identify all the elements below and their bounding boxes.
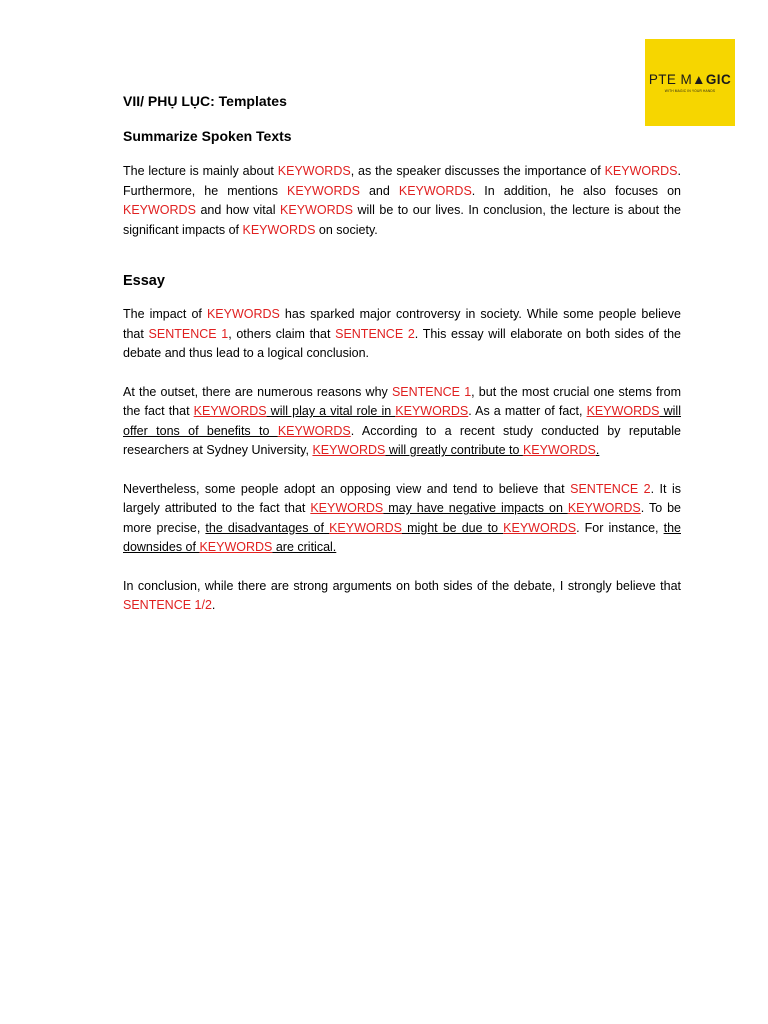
text-run: The lecture is mainly about: [123, 164, 278, 178]
underlined-phrase: may have negative impacts on: [383, 501, 568, 515]
underlined-phrase: will offer tons of benefits to: [123, 404, 681, 438]
keyword-placeholder: KEYWORDS: [242, 222, 316, 237]
logo-word-part1: PTE M: [648, 71, 693, 87]
underlined-phrase: might be due to: [402, 520, 504, 535]
keyword-placeholder: KEYWORDS: [277, 164, 351, 178]
text-run: .: [595, 443, 600, 457]
text-run: In conclusion, while there are strong arguments on both sides of the debate, I strongly believe that: [123, 578, 681, 593]
underlined-phrase: will play a vital role in: [266, 404, 396, 418]
keyword-placeholder: KEYWORDS: [329, 520, 402, 535]
text-run: has sparked major controversy in society. While some people believe that: [123, 307, 681, 341]
logo-tagline: WITH MAGIC IN YOUR HANDS: [664, 88, 716, 93]
summarize-template-paragraph: [123, 162, 681, 240]
text-run: At the outset, there are numerous reasons why: [123, 384, 392, 399]
sentence-placeholder: SENTENCE 2: [335, 326, 415, 341]
text-run: . Furthermore, he mentions: [123, 164, 681, 198]
keyword-placeholder: KEYWORDS: [286, 183, 360, 198]
keyword-placeholder: KEYWORDS: [280, 203, 353, 217]
underlined-phrase: are critical.: [272, 540, 337, 554]
sentence-placeholder: SENTENCE 2: [570, 481, 651, 496]
sentence-placeholder: SENTENCE 1: [148, 326, 229, 341]
keyword-placeholder: KEYWORDS: [310, 501, 384, 515]
keyword-placeholder: KEYWORDS: [503, 520, 577, 535]
keyword-placeholder: KEYWORDS: [567, 501, 641, 515]
keyword-placeholder: KEYWORDS: [123, 203, 196, 217]
logo-magic-a-icon: ▲: [692, 71, 706, 87]
text-run: on society.: [315, 222, 378, 237]
text-run: will be to our lives. In conclusion, the lecture is about the significant impacts of: [123, 203, 681, 237]
page-title: VII/ PHỤ LỤC: Templates: [123, 93, 287, 109]
section-heading-summarize: Summarize Spoken Texts: [123, 128, 292, 144]
text-run: . To be more precise,: [123, 501, 681, 535]
logo-wordmark: [649, 73, 731, 87]
keyword-placeholder: KEYWORDS: [586, 404, 660, 418]
text-run: .: [211, 598, 216, 612]
essay-conclusion-paragraph: [123, 577, 681, 616]
sentence-placeholder: SENTENCE 1/2: [123, 598, 212, 612]
essay-body2-paragraph: [123, 480, 681, 558]
keyword-placeholder: KEYWORDS: [199, 540, 273, 554]
text-run: . In addition, he also focuses on: [471, 183, 681, 198]
text-run: and: [359, 183, 399, 198]
text-run: . As a matter of fact,: [468, 404, 587, 418]
underlined-phrase: the downsides of: [123, 520, 681, 554]
text-run: . This essay will elaborate on both sides of the debate and thus lead to a logical conclusion.: [123, 326, 681, 360]
keyword-placeholder: KEYWORDS: [604, 164, 678, 178]
essay-intro-paragraph: [123, 305, 681, 364]
section-heading-essay: Essay: [123, 273, 165, 289]
essay-body1-paragraph: [123, 383, 681, 461]
text-run: The impact of: [123, 307, 207, 321]
keyword-placeholder: KEYWORDS: [277, 423, 351, 438]
text-run: , as the speaker discusses the importance of: [350, 164, 605, 178]
logo-word-part2: GIC: [705, 71, 732, 87]
text-run: , but the most crucial one stems from the fact that: [123, 384, 681, 418]
text-run: Nevertheless, some people adopt an opposing view and tend to believe that: [123, 481, 571, 496]
text-run: . According to a recent study conducted by reputable researchers at Sydney University,: [123, 423, 681, 457]
keyword-placeholder: KEYWORDS: [206, 307, 280, 321]
text-run: and how vital: [195, 203, 281, 217]
underlined-phrase: will greatly contribute to: [385, 443, 523, 457]
document-body: [123, 92, 681, 616]
underlined-phrase: the disadvantages of: [205, 520, 330, 535]
keyword-placeholder: KEYWORDS: [312, 443, 386, 457]
text-run: . It is largely attributed to the fact that: [123, 481, 681, 515]
text-run: , others claim that: [228, 326, 336, 341]
text-run: . For instance,: [576, 520, 664, 535]
keyword-placeholder: KEYWORDS: [522, 443, 596, 457]
sentence-placeholder: SENTENCE 1: [391, 384, 472, 399]
keyword-placeholder: KEYWORDS: [193, 404, 267, 418]
keyword-placeholder: KEYWORDS: [398, 183, 472, 198]
keyword-placeholder: KEYWORDS: [395, 404, 469, 418]
